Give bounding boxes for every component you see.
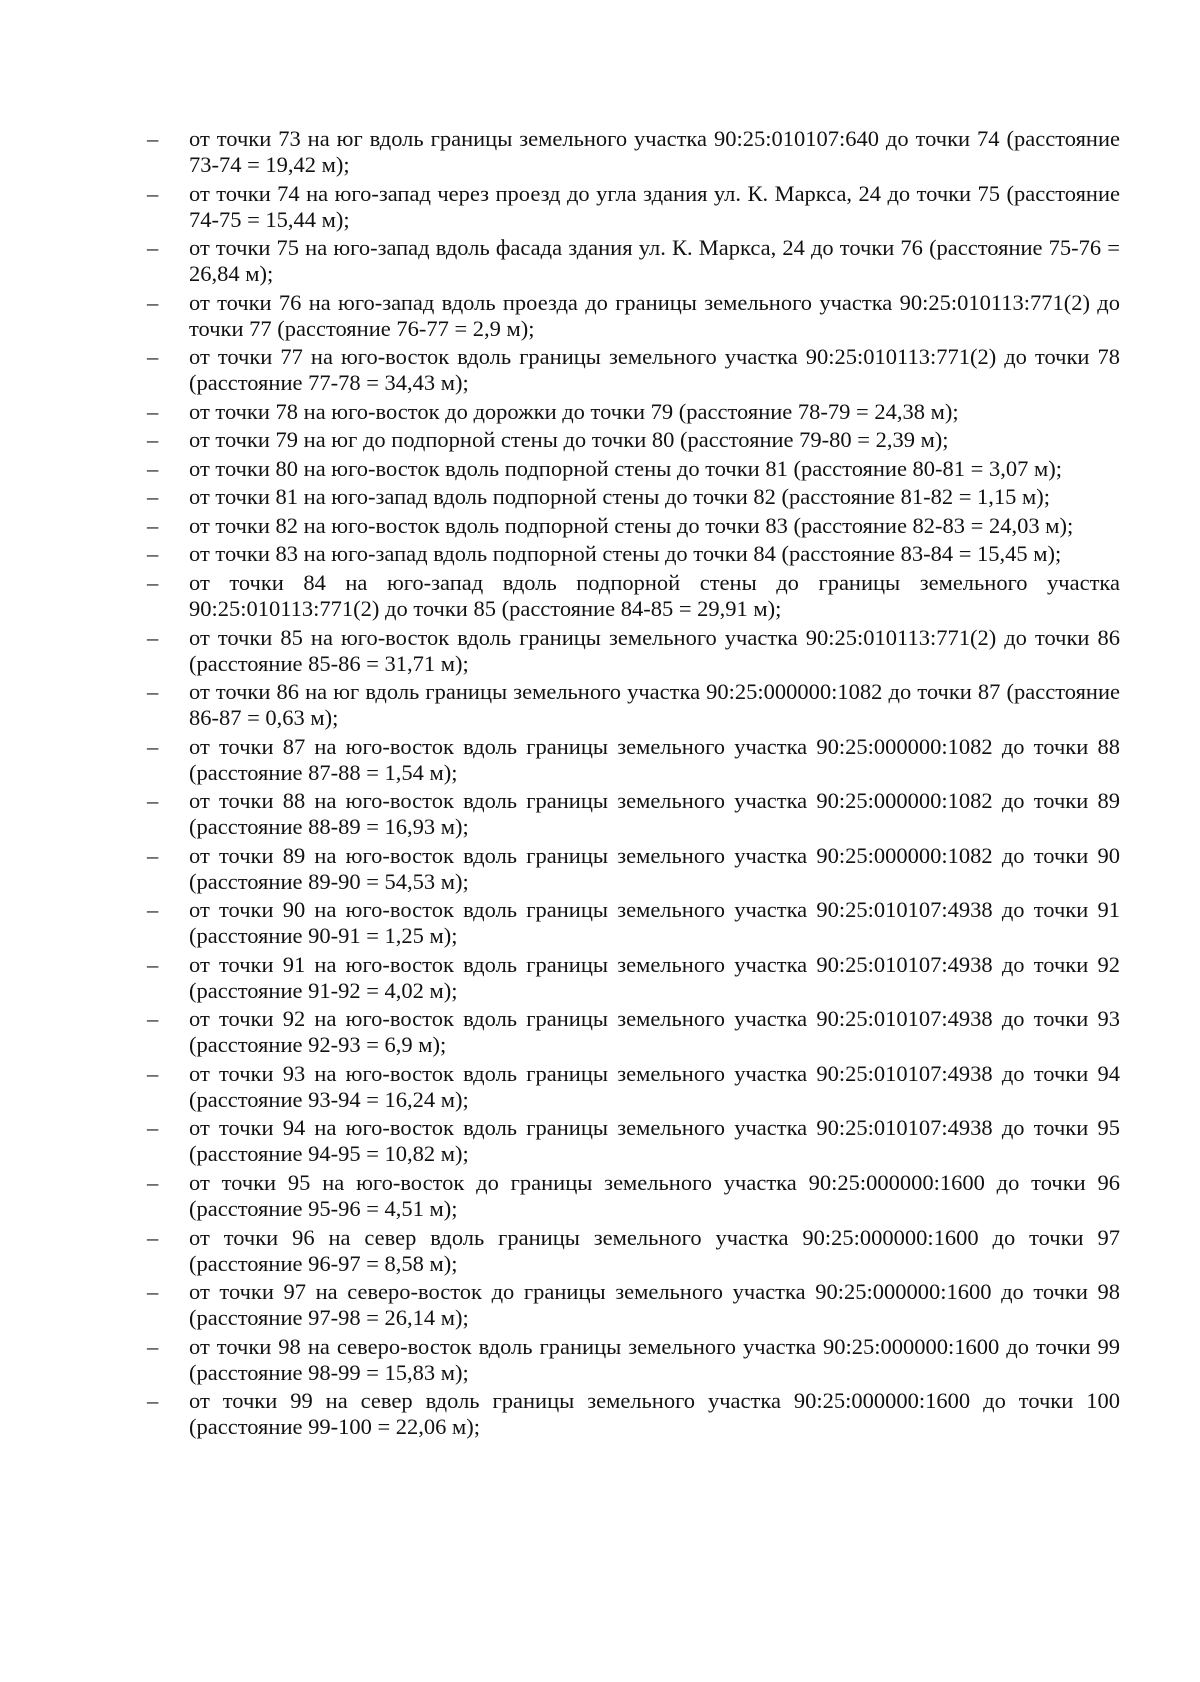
- list-item: [147, 1225, 1120, 1277]
- dash-bullet: –: [147, 180, 159, 206]
- list-item-text: от точки 87 на юго-восток вдоль границы земельного участка 90:25:000000:1082 до точки 88 (расстояние 87-88 = 1,54 м);: [189, 733, 1120, 785]
- list-item-text: от точки 99 на север вдоль границы земельного участка 90:25:000000:1600 до точки 100 (расстояние 99-100 = 22,06 м);: [189, 1388, 1120, 1440]
- dash-bullet: –: [147, 1388, 159, 1414]
- list-item-text: от точки 96 на север вдоль границы земельного участка 90:25:000000:1600 до точки 97 (расстояние 96-97 = 8,58 м);: [189, 1224, 1120, 1276]
- list-item: [147, 344, 1120, 396]
- list-item: [147, 126, 1120, 178]
- list-item: [147, 570, 1120, 622]
- list-item-text: от точки 84 на юго-запад вдоль подпорной стены до границы земельного участка 90:25:010113:771(2) до точки 85 (расстояние 84-85 = 29,91 м);: [189, 570, 1120, 622]
- dash-bullet: –: [147, 344, 159, 370]
- list-item: [147, 1061, 1120, 1113]
- list-item: [147, 427, 1120, 453]
- list-item: [147, 181, 1120, 233]
- dash-bullet: –: [147, 541, 159, 567]
- dash-bullet: –: [147, 289, 159, 315]
- list-item: [147, 399, 1120, 425]
- dash-bullet: –: [147, 398, 159, 424]
- list-item-text: от точки 81 на юго-запад вдоль подпорной стены до точки 82 (расстояние 81-82 = 1,15 м);: [189, 484, 1051, 510]
- dash-bullet: –: [147, 1279, 159, 1305]
- list-item: [147, 1388, 1120, 1440]
- list-item: [147, 513, 1120, 539]
- list-item: [147, 1170, 1120, 1222]
- list-item-text: от точки 83 на юго-запад вдоль подпорной стены до точки 84 (расстояние 83-84 = 15,45 м);: [189, 541, 1062, 567]
- list-item: [147, 484, 1120, 510]
- list-item-text: от точки 76 на юго-запад вдоль проезда до границы земельного участка 90:25:010113:771(2) до точки 77 (расстояние 76-77 = 2,9 м);: [189, 289, 1120, 341]
- list-item-text: от точки 93 на юго-восток вдоль границы земельного участка 90:25:010107:4938 до точки 94 (расстояние 93-94 = 16,24 м);: [189, 1060, 1120, 1112]
- list-item: [147, 843, 1120, 895]
- dash-bullet: –: [147, 235, 159, 261]
- list-item-text: от точки 86 на юг вдоль границы земельного участка 90:25:000000:1082 до точки 87 (расстояние 86-87 = 0,63 м);: [189, 679, 1120, 731]
- list-item: [147, 788, 1120, 840]
- dash-bullet: –: [147, 512, 159, 538]
- list-item-text: от точки 91 на юго-восток вдоль границы земельного участка 90:25:010107:4938 до точки 92 (расстояние 91-92 = 4,02 м);: [189, 951, 1120, 1003]
- dash-bullet: –: [147, 427, 159, 453]
- dash-bullet: –: [147, 1060, 159, 1086]
- list-item: [147, 290, 1120, 342]
- dash-bullet: –: [147, 624, 159, 650]
- list-item-text: от точки 88 на юго-восток вдоль границы земельного участка 90:25:000000:1082 до точки 89 (расстояние 88-89 = 16,93 м);: [189, 788, 1120, 840]
- dash-bullet: –: [147, 1170, 159, 1196]
- list-item: [147, 1006, 1120, 1058]
- list-item-text: от точки 80 на юго-восток вдоль подпорной стены до точки 81 (расстояние 80-81 = 3,07 м);: [189, 455, 1062, 481]
- list-item-text: от точки 89 на юго-восток вдоль границы земельного участка 90:25:000000:1082 до точки 90 (расстояние 89-90 = 54,53 м);: [189, 842, 1120, 894]
- dash-bullet: –: [147, 788, 159, 814]
- list-item: [147, 456, 1120, 482]
- list-item-text: от точки 79 на юг до подпорной стены до точки 80 (расстояние 79-80 = 2,39 м);: [189, 427, 949, 453]
- list-item: [147, 235, 1120, 287]
- list-item: [147, 679, 1120, 731]
- dash-bullet: –: [147, 484, 159, 510]
- list-item-text: от точки 74 на юго-запад через проезд до угла здания ул. К. Маркса, 24 до точки 75 (расстояние 74-75 = 15,44 м);: [189, 180, 1120, 232]
- list-item: [147, 952, 1120, 1004]
- list-item-text: от точки 78 на юго-восток до дорожки до точки 79 (расстояние 78-79 = 24,38 м);: [189, 398, 959, 424]
- list-item: [147, 625, 1120, 677]
- dash-bullet: –: [147, 842, 159, 868]
- list-item-text: от точки 75 на юго-запад вдоль фасада здания ул. К. Маркса, 24 до точки 76 (расстояние 75-76 = 26,84 м);: [189, 235, 1120, 287]
- list-item-text: от точки 82 на юго-восток вдоль подпорной стены до точки 83 (расстояние 82-83 = 24,03 м);: [189, 512, 1074, 538]
- dash-bullet: –: [147, 679, 159, 705]
- list-item-text: от точки 90 на юго-восток вдоль границы земельного участка 90:25:010107:4938 до точки 91 (расстояние 90-91 = 1,25 м);: [189, 897, 1120, 949]
- list-item-text: от точки 98 на северо-восток вдоль границы земельного участка 90:25:000000:1600 до точки 99 (расстояние 98-99 = 15,83 м);: [189, 1333, 1120, 1385]
- list-item-text: от точки 92 на юго-восток вдоль границы земельного участка 90:25:010107:4938 до точки 93 (расстояние 92-93 = 6,9 м);: [189, 1006, 1120, 1058]
- list-item-text: от точки 77 на юго-восток вдоль границы земельного участка 90:25:010113:771(2) до точки 78 (расстояние 77-78 = 34,43 м);: [189, 344, 1120, 396]
- dash-bullet: –: [147, 570, 159, 596]
- dash-bullet: –: [147, 897, 159, 923]
- list-item-text: от точки 73 на юг вдоль границы земельного участка 90:25:010107:640 до точки 74 (расстояние 73-74 = 19,42 м);: [189, 126, 1120, 177]
- list-item-text: от точки 94 на юго-восток вдоль границы земельного участка 90:25:010107:4938 до точки 95 (расстояние 94-95 = 10,82 м);: [189, 1115, 1120, 1167]
- dash-bullet: –: [147, 126, 159, 151]
- list-item-text: от точки 95 на юго-восток до границы земельного участка 90:25:000000:1600 до точки 96 (расстояние 95-96 = 4,51 м);: [189, 1170, 1120, 1222]
- list-item: [147, 897, 1120, 949]
- dash-bullet: –: [147, 1115, 159, 1141]
- list-item: [147, 1115, 1120, 1167]
- list-item: [147, 1334, 1120, 1386]
- dash-bullet: –: [147, 733, 159, 759]
- list-item-text: от точки 97 на северо-восток до границы земельного участка 90:25:000000:1600 до точки 98 (расстояние 97-98 = 26,14 м);: [189, 1279, 1120, 1331]
- list-item: [147, 541, 1120, 567]
- dash-bullet: –: [147, 1224, 159, 1250]
- list-item: [147, 734, 1120, 786]
- list-item-text: от точки 85 на юго-восток вдоль границы земельного участка 90:25:010113:771(2) до точки 86 (расстояние 85-86 = 31,71 м);: [189, 624, 1120, 676]
- dash-bullet: –: [147, 951, 159, 977]
- boundary-description-list: [147, 126, 1120, 1443]
- dash-bullet: –: [147, 1333, 159, 1359]
- dash-bullet: –: [147, 455, 159, 481]
- list-item: [147, 1279, 1120, 1331]
- dash-bullet: –: [147, 1006, 159, 1032]
